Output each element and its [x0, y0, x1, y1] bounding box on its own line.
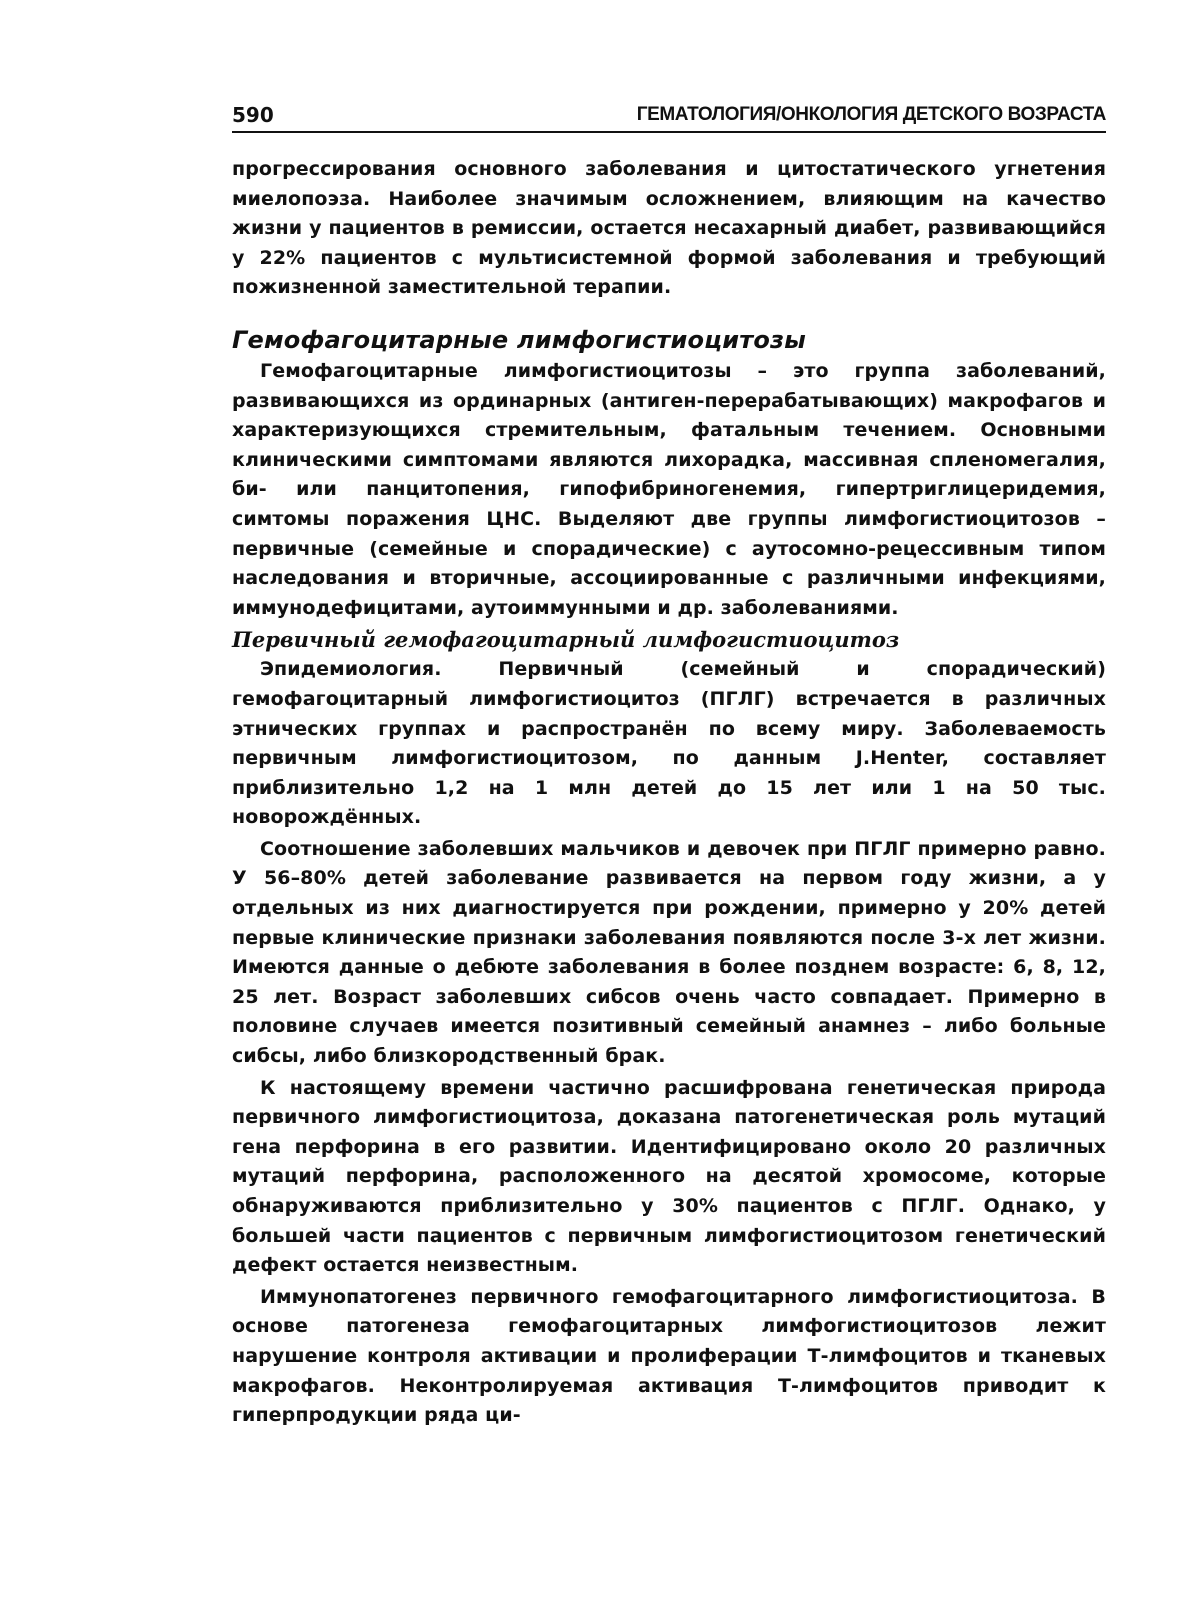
subsection-heading: Первичный гемофагоцитарный лимфогистиоцитоз: [232, 627, 900, 653]
run-in-heading-immunopathogenesis: Иммунопатогенез первичного гемофагоцитарного лимфогистиоцитоза.: [260, 1285, 1078, 1308]
paragraph-genetics: К настоящему времени частично расшифрована генетическая природа первичного лимфогистиоцитоза, доказана патогенетическая роль мутаций гена перфорина в его развитии. Идентифицировано около 20 различных мутаций перфорина, расположенного на десятой хромосоме, которые обнаруживаются приблизительно у 30% пациентов с ПГЛГ. Однако, у большей части пациентов с первичным лимфогистиоцитозом генетический дефект остается неизвестным.: [232, 1076, 1106, 1277]
run-in-heading-epidemiology: Эпидемиология.: [260, 658, 442, 681]
section-heading: Гемофагоцитарные лимфогистиоцитозы: [232, 325, 807, 354]
paragraph-epidemiology-text: Первичный (семейный и спорадический) гемофагоцитарный лимфогистиоцитоз (ПГЛГ) встречается в различных этнических группах и распространён по всему миру. Заболеваемость первичным лимфогистиоцитозом, по данным J.Henter, составляет приблизительно 1,2 на 1 млн детей до 15 лет или 1 на 50 тыс. новорождённых.: [232, 658, 1106, 829]
running-header: [232, 103, 1106, 133]
paragraph-immunopathogenesis: [232, 1283, 1106, 1431]
page-number: 590: [232, 103, 274, 127]
book-page: [232, 103, 1106, 1431]
paragraph-immunopathogenesis-text: В основе патогенеза гемофагоцитарных лимфогистиоцитозов лежит нарушение контроля активации и пролиферации Т-лимфоцитов и тканевых макрофагов. Неконтролируемая активация Т-лимфоцитов приводит к гиперпродукции ряда ци-: [232, 1285, 1106, 1427]
paragraph-continuation: прогрессирования основного заболевания и цитостатического угнетения миелопоэза. Наиболее значимым осложнением, влияющим на качество жизни у пациентов в ремиссии, остается несахарный диабет, развивающийся у 22% пациентов с мультисистемной формой заболевания и требующий пожизненной заместительной терапии.: [232, 158, 1106, 299]
paragraph-epidemiology: [232, 655, 1106, 833]
body-text: [232, 155, 1106, 1431]
running-title: ГЕМАТОЛОГИЯ/ОНКОЛОГИЯ ДЕТСКОГО ВОЗРАСТА: [636, 104, 1106, 125]
paragraph-hlh-definition: Гемофагоцитарные лимфогистиоцитозы – это группа заболеваний, развивающихся из ординарных (антиген-перерабатывающих) макрофагов и характеризующихся стремительным, фатальным течением. Основными клиническими симптомами являются лихорадка, массивная спленомегалия, би- или панцитопения, гипофибриногенемия, гипертриглицеридемия, симтомы поражения ЦНС. Выделяют две группы лимфогистиоцитозов – первичные (семейные и спорадические) с аутосомно-рецессивным типом наследования и вторичные, ассоциированные с различными инфекциями, иммунодефицитами, аутоиммунными и др. заболеваниями.: [232, 359, 1106, 619]
paragraph-sex-ratio: Соотношение заболевших мальчиков и девочек при ПГЛГ примерно равно. У 56–80% детей заболевание развивается на первом году жизни, а у отдельных из них диагностируется при рождении, примерно у 20% детей первые клинические признаки заболевания появляются после 3-х лет жизни. Имеются данные о дебюте заболевания в более позднем возрасте: 6, 8, 12, 25 лет. Возраст заболевших сибсов очень часто совпадает. Примерно в половине случаев имеется позитивный семейный анамнез – либо больные сибсы, либо близкородственный брак.: [232, 837, 1106, 1068]
